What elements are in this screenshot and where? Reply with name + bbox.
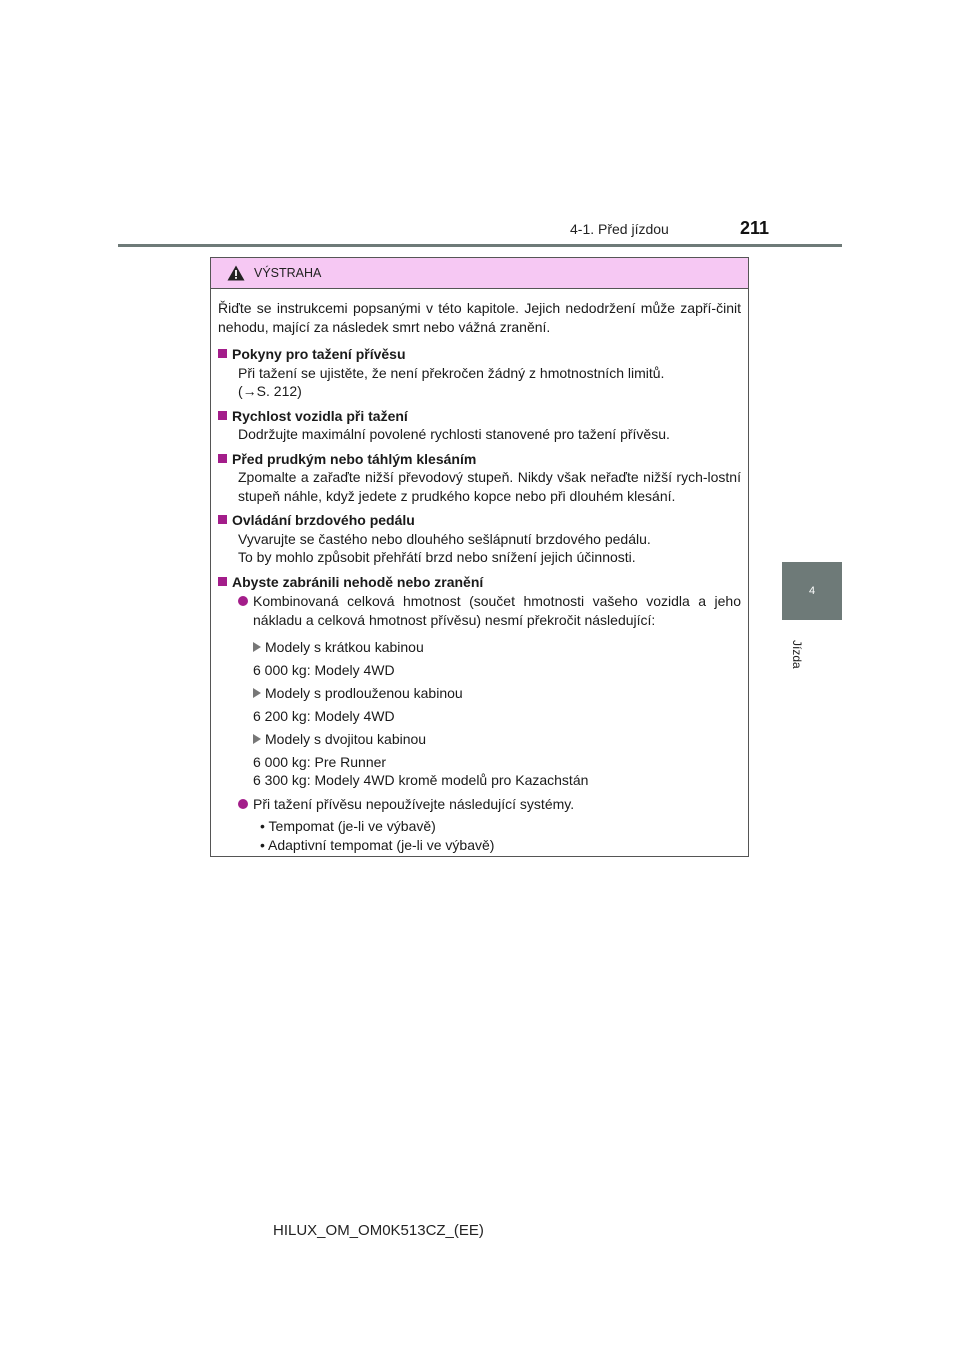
triangle-bullet-icon <box>253 734 261 744</box>
manual-code: HILUX_OM_OM0K513CZ_(EE) <box>273 1222 484 1239</box>
section-text: To by mohlo způsobit přehřátí brzd nebo snížení jejich účinnosti. <box>238 549 636 565</box>
page-number: 211 <box>740 218 770 238</box>
warning-triangle-icon <box>227 265 245 281</box>
square-bullet-icon <box>218 577 227 586</box>
section-title: Rychlost vozidla při tažení <box>232 407 408 424</box>
weight-limit: 6 300 kg: Modely 4WD kromě modelů pro Kazachstán <box>253 772 589 788</box>
section-brake-pedal <box>218 511 741 567</box>
model-label: Modely s prodlouženou kabinou <box>265 685 463 701</box>
warning-body <box>211 289 748 854</box>
warning-box <box>210 257 749 857</box>
section-text: Při tažení se ujistěte, že není překročen žádný z hmotnostních limitů. <box>238 364 665 381</box>
warning-header <box>211 258 748 289</box>
chapter-label: Jízda <box>790 640 804 669</box>
model-item <box>218 730 741 749</box>
triangle-bullet-icon <box>253 688 261 698</box>
page-reference: (→S. 212) <box>238 383 302 399</box>
section-accident-prevention <box>218 573 741 855</box>
section-title: Před prudkým nebo táhlým klesáním <box>232 450 477 467</box>
round-bullet-icon <box>238 799 248 809</box>
weight-limit: 6 200 kg: Modely 4WD <box>253 707 395 724</box>
model-label: Modely s krátkou kabinou <box>265 639 424 655</box>
model-label: Modely s dvojitou kabinou <box>265 731 427 747</box>
weight-limit: 6 000 kg: Pre Runner <box>253 753 387 770</box>
model-item <box>218 684 741 703</box>
square-bullet-icon <box>218 411 227 420</box>
bullet-text: Kombinovaná celková hmotnost (součet hmotnosti vašeho vozidla a jeho nákladu a celková hmotnost přívěsu) nesmí překročit následující: <box>253 593 741 628</box>
section-text: Dodržujte maximální povolené rychlosti stanovené pro tažení přívěsu. <box>238 426 670 442</box>
list-item <box>218 795 741 814</box>
header-divider <box>118 244 842 247</box>
square-bullet-icon <box>218 454 227 463</box>
round-bullet-icon <box>238 596 248 606</box>
square-bullet-icon <box>218 349 227 358</box>
section-title: 4-1. Před jízdou <box>570 221 669 237</box>
warning-intro: Řiďte se instrukcemi popsanými v této kapitole. Jejich nedodržení může zapří-činit nehodu, mající za následek smrt nebo vážná zranění. <box>218 300 741 335</box>
section-towing-speed <box>218 407 741 444</box>
weight-limits <box>218 753 741 790</box>
section-title: Pokyny pro tažení přívěsu <box>232 346 406 362</box>
square-bullet-icon <box>218 515 227 524</box>
section-text: Vyvarujte se častého nebo dlouhého sešlápnutí brzdového pedálu. <box>238 530 651 547</box>
bullet-text: Při tažení přívěsu nepoužívejte následující systémy. <box>253 795 575 812</box>
section-steep-descent <box>218 450 741 506</box>
sub-list-item: • Adaptivní tempomat (je-li ve výbavě) <box>260 836 495 853</box>
list-item <box>218 592 741 629</box>
section-title: Abyste zabránili nehodě nebo zranění <box>232 573 484 590</box>
sub-list-item: • Tempomat (je-li ve výbavě) <box>260 818 436 834</box>
chapter-tab <box>782 562 842 620</box>
section-title: Ovládání brzdového pedálu <box>232 512 415 528</box>
weight-limit: 6 000 kg: Modely 4WD <box>253 661 395 678</box>
chapter-number: 4 <box>808 585 816 597</box>
section-text: Zpomalte a zařaďte nižší převodový stupeň. Nikdy však neřaďte nižší rych-lostní stupeň náhle, když jedete z prudkého kopce nebo při dlouhém klesání. <box>238 469 741 504</box>
model-item <box>218 638 741 657</box>
warning-title: VÝSTRAHA <box>254 266 322 280</box>
triangle-bullet-icon <box>253 642 261 652</box>
section-towing-instructions <box>218 345 741 401</box>
